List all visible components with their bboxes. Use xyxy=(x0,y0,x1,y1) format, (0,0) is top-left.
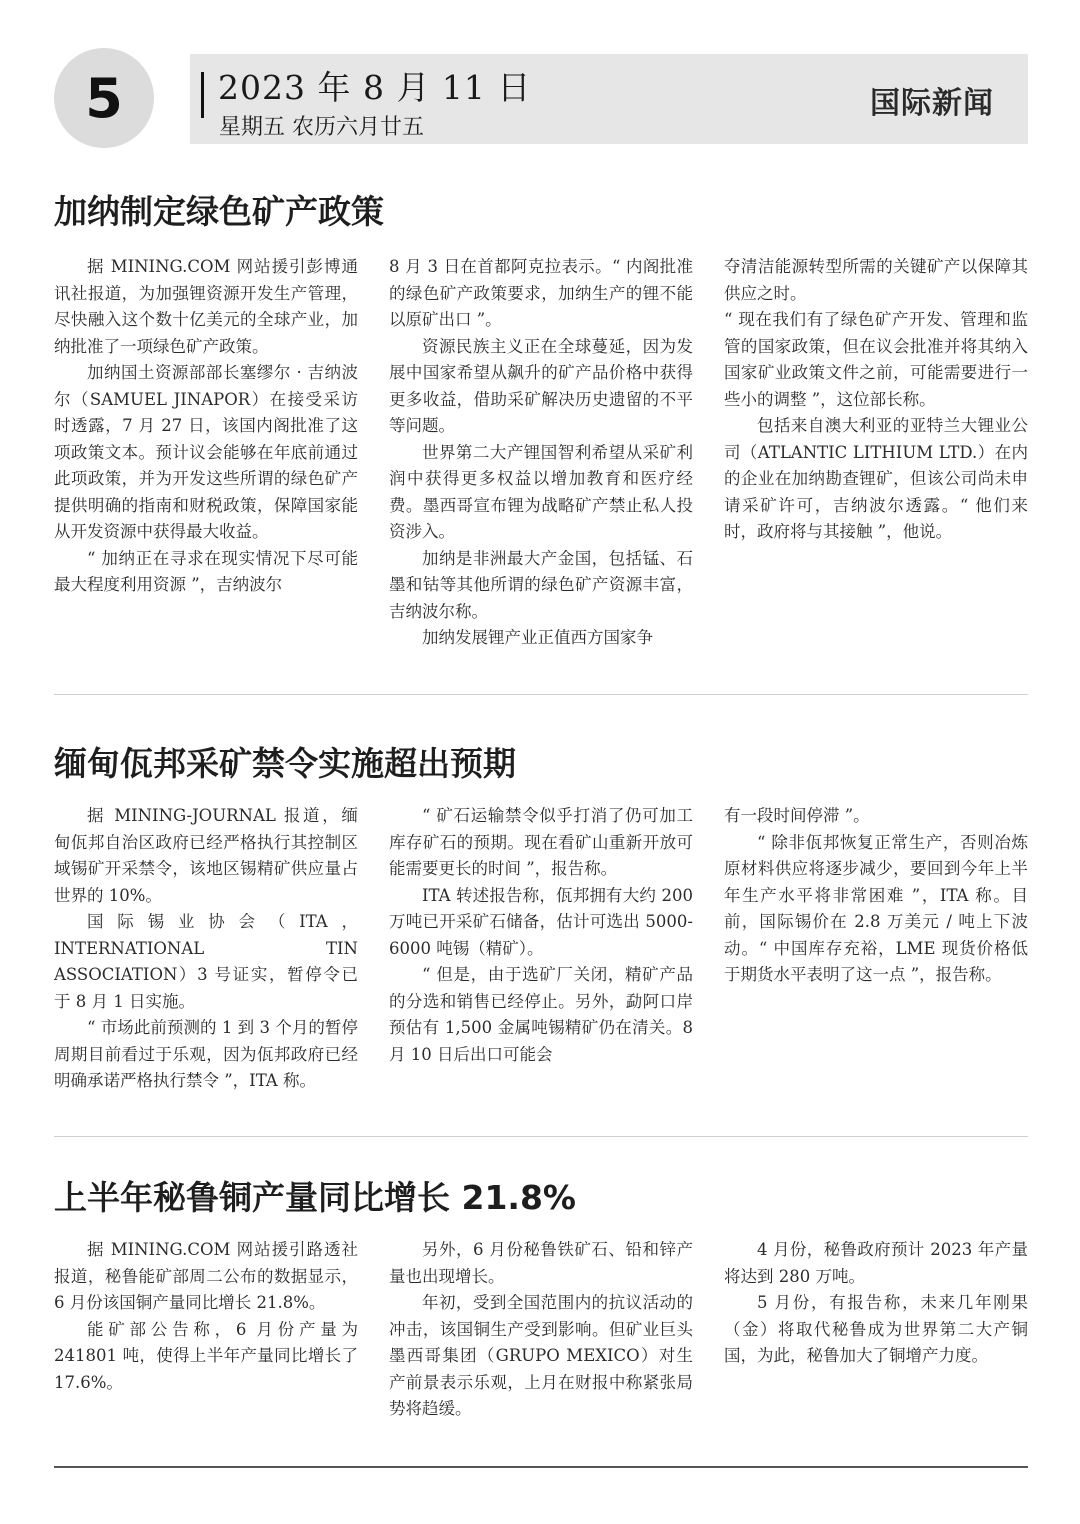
article-column xyxy=(54,254,358,652)
article-paragraph: “ 矿石运输禁令似乎打消了仍可加工库存矿石的预期。现在看矿山重新开放可能需要更长的时间 ”，报告称。 xyxy=(389,806,693,878)
article-paragraph: 8 月 3 日在首都阿克拉表示。“ 内阁批准的绿色矿产政策要求，加纳生产的锂不能以原矿出口 ”。 xyxy=(389,257,693,329)
article-column xyxy=(724,254,1028,652)
article-headline: 加纳制定绿色矿产政策 xyxy=(54,192,384,231)
article-paragraph: 加纳发展锂产业正值西方国家争 xyxy=(422,628,653,647)
article-column xyxy=(54,803,358,1095)
article-column xyxy=(54,1237,358,1423)
article-paragraph: 加纳是非洲最大产金国，包括锰、石墨和钴等其他所谓的绿色矿产资源丰富，吉纳波尔称。 xyxy=(389,548,693,621)
article-paragraph: 能矿部公告称，6 月份产量为 241801 吨，使得上半年产量同比增长了 17.6%。 xyxy=(54,1319,358,1392)
article-paragraph: “ 除非佤邦恢复正常生产，否则冶炼原材料供应将逐步减少，要回到今年上半年生产水平将非常困难 ”，ITA 称。目前，国际锡价在 2.8 万美元 / 吨上下波动。“ 中国库存充裕，LME 现货价格低于期货水平表明了这一点 ”，报告称。 xyxy=(724,832,1028,984)
article-paragraph: 据 MINING.COM 网站援引路透社报道，秘鲁能矿部周二公布的数据显示，6 月份该国铜产量同比增长 21.8%。 xyxy=(54,1240,358,1312)
article-column xyxy=(389,254,693,652)
article-body xyxy=(54,1237,1028,1423)
article-paragraph: 世界第二大产锂国智利希望从采矿利润中获得更多权益以增加教育和医疗经费。墨西哥宣布锂为战略矿产禁止私人投资涉入。 xyxy=(389,442,693,541)
article-paragraph: 夺清洁能源转型所需的关键矿产以保障其供应之时。 xyxy=(724,257,1028,303)
article-paragraph: 据 MINING.COM 网站援引彭博通讯社报道，为加强锂资源开发生产管理，尽快融入这个数十亿美元的全球产业，加纳批准了一项绿色矿产政策。 xyxy=(54,257,358,356)
article-body xyxy=(54,803,1028,1095)
article-paragraph: 国际锡业协会（ITA，INTERNATIONAL TIN ASSOCIATION）3 号证实，暂停令已于 8 月 1 日实施。 xyxy=(54,912,358,1011)
article-paragraph: 有一段时间停滞 ”。 xyxy=(724,806,870,825)
article-paragraph: 年初，受到全国范围内的抗议活动的冲击，该国铜生产受到影响。但矿业巨头墨西哥集团（GRUPO MEXICO）对生产前景表示乐观，上月在财报中称紧张局势将趋缓。 xyxy=(389,1293,693,1418)
article-paragraph: 另外，6 月份秘鲁铁矿石、铅和锌产量也出现增长。 xyxy=(389,1240,693,1286)
article-column xyxy=(389,803,693,1095)
article-paragraph: ITA 转述报告称，佤邦拥有大约 200 万吨已开采矿石储备，估计可选出 5000-6000 吨锡（精矿）。 xyxy=(389,885,693,958)
issue-weekday-lunar: 星期五 农历六月廿五 xyxy=(219,115,424,140)
footer-rule xyxy=(54,1466,1028,1468)
article-paragraph: “ 但是，由于选矿厂关闭，精矿产品的分选和销售已经停止。另外，勐阿口岸预估有 1,500 金属吨锡精矿仍在清关。8 月 10 日后出口可能会 xyxy=(389,965,693,1064)
article-column xyxy=(724,1237,1028,1423)
article-headline: 缅甸佤邦采矿禁令实施超出预期 xyxy=(54,744,516,783)
article-body xyxy=(54,254,1028,652)
section-title: 国际新闻 xyxy=(870,86,994,121)
article-column xyxy=(724,803,1028,1095)
article-paragraph: “ 现在我们有了绿色矿产开发、管理和监管的国家政策，但在议会批准并将其纳入国家矿业政策文件之前，可能需要进行一些小的调整 ”，这位部长称。 xyxy=(724,310,1028,409)
header-divider-bar xyxy=(201,72,204,118)
article-paragraph: “ 市场此前预测的 1 到 3 个月的暂停周期目前看过于乐观，因为佤邦政府已经明确承诺严格执行禁令 ”，ITA 称。 xyxy=(54,1018,358,1090)
article-paragraph: 资源民族主义正在全球蔓延，因为发展中国家希望从飙升的矿产品价格中获得更多收益，借助采矿解决历史遗留的不平等问题。 xyxy=(389,336,693,435)
section-divider xyxy=(54,694,1028,695)
article-paragraph: 4 月份，秘鲁政府预计 2023 年产量将达到 280 万吨。 xyxy=(724,1240,1028,1286)
issue-date: 2023 年 8 月 11 日 xyxy=(218,68,532,107)
section-divider xyxy=(54,1136,1028,1137)
page-number-badge xyxy=(54,48,154,148)
article-paragraph: 加纳国土资源部部长塞缪尔 · 吉纳波尔（SAMUEL JINAPOR）在接受采访时透露，7 月 27 日，该国内阁批准了这项政策文本。预计议会能够在年底前通过此项政策，并为开发这些所谓的绿色矿产提供明确的指南和财税政策，保障国家能从开发资源中获得最大收益。 xyxy=(54,363,358,541)
page-number: 5 xyxy=(85,66,123,130)
article-paragraph: 据 MINING-JOURNAL 报道，缅甸佤邦自治区政府已经严格执行其控制区域锡矿开采禁令，该地区锡精矿供应量占世界的 10%。 xyxy=(54,806,358,905)
article-paragraph: 5 月份，有报告称，未来几年刚果（金）将取代秘鲁成为世界第二大产铜国，为此，秘鲁加大了铜增产力度。 xyxy=(724,1293,1028,1365)
article-column xyxy=(389,1237,693,1423)
article-paragraph: “ 加纳正在寻求在现实情况下尽可能最大程度利用资源 ”，吉纳波尔 xyxy=(54,548,358,594)
article-headline: 上半年秘鲁铜产量同比增长 21.8% xyxy=(54,1178,576,1217)
article-paragraph: 包括来自澳大利亚的亚特兰大锂业公司（ATLANTIC LITHIUM LTD.）在内的企业在加纳勘查锂矿，但该公司尚未申请采矿许可，吉纳波尔透露。“ 他们来时，政府将与其接触 ”，他说。 xyxy=(724,416,1028,541)
